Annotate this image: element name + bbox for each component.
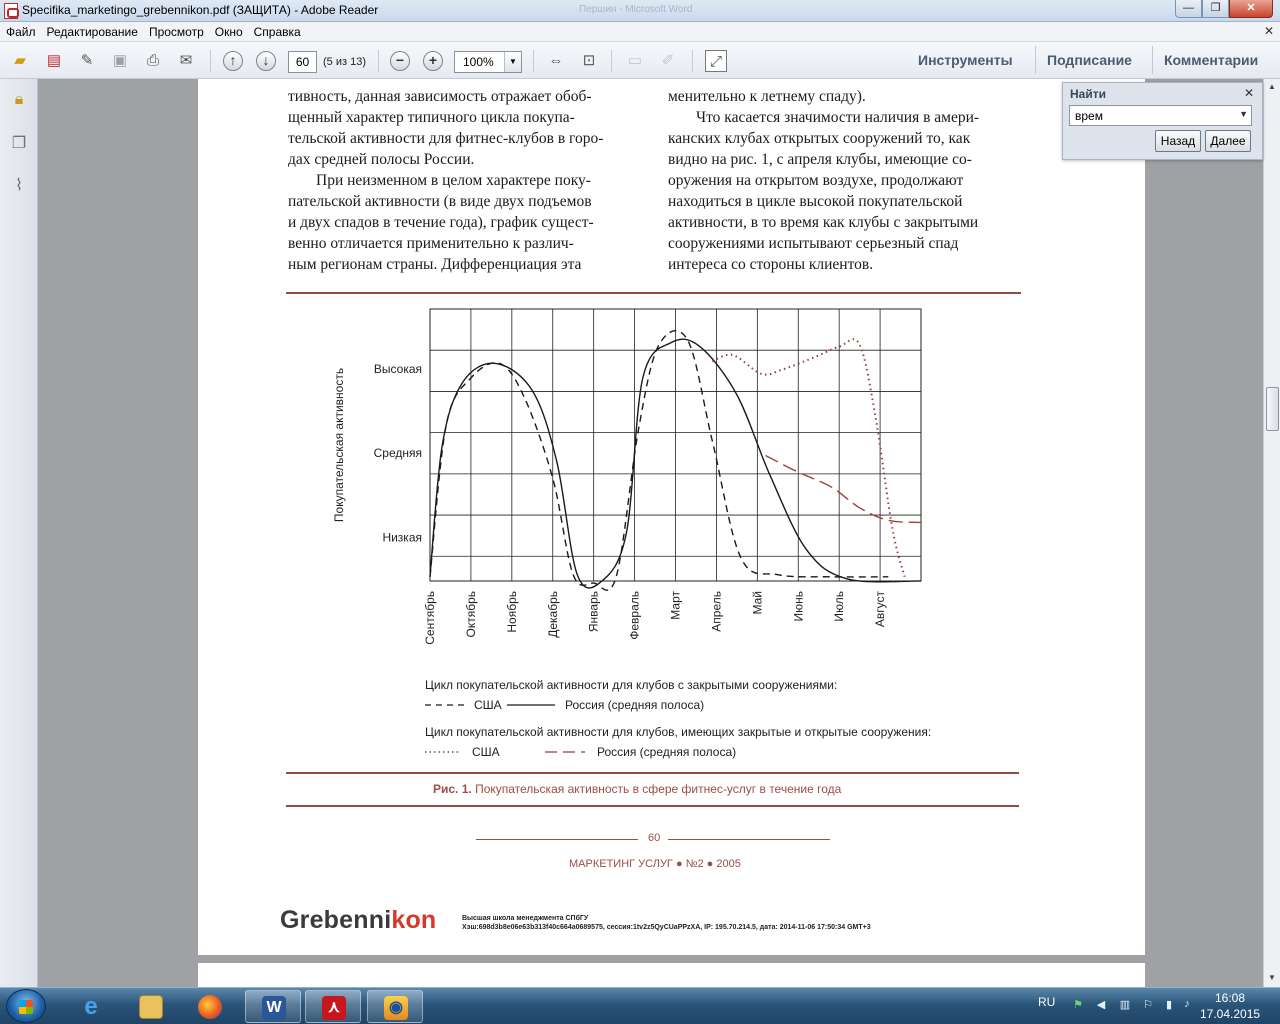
- fit-page-icon[interactable]: ⊡: [582, 52, 596, 69]
- taskbar: [0, 987, 1280, 1024]
- panel-separator: [1035, 46, 1036, 74]
- full-screen-icon[interactable]: ⤢: [705, 50, 727, 72]
- menu-edit[interactable]: Редактирование: [46, 25, 138, 39]
- volume-icon[interactable]: ◀: [1096, 999, 1106, 1011]
- chart-series-line-russia-open: [766, 456, 922, 523]
- legend-group1-title: Цикл покупательской активности для клубов с закрытыми сооружениями:: [425, 678, 838, 692]
- keyboard-language[interactable]: RU: [1038, 995, 1056, 1009]
- close-button[interactable]: ✕: [1229, 0, 1273, 18]
- window-title: Specifika_marketingo_grebennikon.pdf (ЗАЩИТА) - Adobe Reader: [22, 3, 379, 17]
- chart-x-tick-label: Сентябрь: [423, 591, 437, 645]
- toolbar-separator: [692, 50, 693, 72]
- page-count-label: (5 из 13): [323, 56, 366, 68]
- text-line: менительно к летнему спаду).: [668, 88, 866, 105]
- scroll-up-icon[interactable]: ▲: [1268, 82, 1276, 91]
- scroll-down-icon[interactable]: ▼: [1268, 973, 1276, 982]
- clock-date: 17.04.2015: [1200, 1007, 1261, 1021]
- find-back-button[interactable]: Назад: [1155, 130, 1201, 152]
- text-line: видно на рис. 1, с апреля клубы, имеющие со-: [668, 151, 972, 168]
- find-panel: [1062, 82, 1263, 160]
- chart-x-tick-label: Март: [668, 591, 683, 620]
- taskbar-image-viewer[interactable]: [367, 990, 423, 1023]
- highlight-icon[interactable]: ✐: [661, 52, 675, 69]
- text-line: тивность, данная зависимость отражает обоб-: [288, 88, 592, 105]
- fit-width-icon[interactable]: ⇔: [548, 52, 564, 69]
- toolbar-separator: [210, 50, 211, 72]
- menu-file[interactable]: Файл: [6, 25, 36, 39]
- window-title-bar: [0, 0, 1280, 22]
- logo-text-dark: Grebenni: [280, 906, 392, 934]
- email-icon[interactable]: ✉: [179, 52, 193, 69]
- scrollbar-thumb[interactable]: [1266, 387, 1279, 431]
- page-number-label: 60: [648, 832, 661, 844]
- menu-view[interactable]: Просмотр: [148, 25, 204, 39]
- chart-x-tick-label: Февраль: [627, 591, 642, 640]
- zoom-out-button[interactable]: −: [390, 51, 410, 71]
- legend-group2-russia: Россия (средняя полоса): [597, 745, 737, 759]
- close-find-icon[interactable]: ✕: [1243, 86, 1254, 100]
- text-line: канских клубах открытых сооружений то, как: [668, 130, 971, 147]
- text-line: активности, в то время как клубы с закрытыми: [668, 214, 979, 231]
- pdf-page: [198, 79, 1145, 955]
- legend-group1-russia: Россия (средняя полоса): [565, 698, 705, 712]
- word-icon: W: [262, 996, 286, 1020]
- text-line: дах средней полосы России.: [288, 151, 475, 168]
- text-line: и двух спадов в течение года), график сущест-: [288, 214, 594, 231]
- caption-prefix: Рис. 1.: [433, 782, 472, 796]
- pdf-next-page: [198, 963, 1145, 987]
- chart-x-tick-label: Декабрь: [545, 591, 560, 638]
- right-text-column: [668, 86, 1018, 275]
- folder-icon: [139, 995, 163, 1019]
- text-line: пательской активности (в виде двух подъемов: [288, 193, 592, 210]
- menu-bar: [0, 22, 1280, 42]
- taskbar-firefox[interactable]: [182, 990, 238, 1023]
- previous-page-button[interactable]: ↑: [223, 51, 243, 71]
- security-tray-icon[interactable]: ⚑: [1073, 999, 1083, 1011]
- lock-icon[interactable]: 🔒︎: [14, 91, 24, 108]
- activity-chart: [318, 299, 938, 679]
- chart-x-tick-label: Октябрь: [463, 591, 478, 638]
- comment-icon[interactable]: ▭: [627, 52, 643, 69]
- left-text-column: [288, 86, 638, 275]
- minimize-button[interactable]: —: [1175, 0, 1202, 18]
- caption-top-rule: [286, 772, 1019, 774]
- action-center-icon[interactable]: ⚐: [1143, 999, 1153, 1011]
- watermark-line-1: Высшая школа менеджмента СПбГУ: [462, 915, 589, 922]
- logo-text-red: kon: [391, 906, 437, 934]
- text-line: щенный характер типичного цикла покупа-: [288, 109, 575, 126]
- caption-bottom-rule: [286, 805, 1019, 807]
- find-next-button[interactable]: Далее: [1205, 130, 1251, 152]
- figure-caption: [433, 782, 841, 796]
- chart-x-tick-label: Апрель: [709, 591, 724, 632]
- next-page-button[interactable]: ↓: [256, 51, 276, 71]
- create-pdf-icon[interactable]: ▤: [46, 52, 62, 69]
- text-line: интереса со стороны клиентов.: [668, 256, 874, 273]
- toolbar-separator: [611, 50, 612, 72]
- print-icon[interactable]: ⎙: [146, 52, 159, 69]
- chart-x-tick-label: Май: [750, 591, 765, 615]
- find-query: врем: [1075, 109, 1103, 123]
- chart-x-tick-label: Январь: [586, 591, 601, 633]
- text-line: ным регионам страны. Дифференциация эта: [288, 256, 582, 273]
- text-line: сооружениями испытывают серьезный спад: [668, 235, 959, 252]
- start-button[interactable]: [6, 989, 46, 1023]
- text-line: При неизменном в целом характере поку-: [316, 172, 591, 189]
- signal-icon[interactable]: ▮: [1165, 999, 1173, 1011]
- attachment-icon[interactable]: ⌇: [15, 177, 23, 194]
- chart-x-tick-label: Июнь: [791, 591, 806, 622]
- text-line: тельской активности для фитнес-клубов в горо-: [288, 130, 604, 147]
- find-panel-title: Найти: [1070, 87, 1106, 101]
- chart-x-tick-label: Июль: [832, 591, 847, 622]
- menu-help[interactable]: Справка: [253, 25, 301, 39]
- image-viewer-icon: ◉: [384, 996, 408, 1020]
- taskbar-word[interactable]: [245, 990, 301, 1023]
- vertical-scrollbar[interactable]: [1263, 79, 1280, 987]
- chevron-down-icon[interactable]: ▼: [1239, 109, 1248, 119]
- pdf-app-icon: [4, 3, 18, 19]
- toolbar-separator: [533, 50, 534, 72]
- figure-top-rule: [286, 292, 1021, 294]
- zoom-value: 100%: [463, 55, 494, 69]
- background-window-title: Першин - Microsoft Word: [579, 4, 693, 15]
- menu-window[interactable]: Окно: [214, 25, 243, 39]
- maximize-button[interactable]: ❐: [1202, 0, 1229, 18]
- taskbar-file-explorer[interactable]: [123, 990, 179, 1023]
- open-folder-icon[interactable]: ▰: [14, 52, 26, 69]
- adobe-reader-icon: ⋏: [322, 996, 346, 1020]
- chart-y-tick-label: Высокая: [373, 361, 422, 376]
- windows-logo-icon: [19, 1000, 33, 1014]
- clock[interactable]: [1200, 990, 1260, 1022]
- document-view[interactable]: [38, 79, 1263, 987]
- text-line: находиться в цикле высокой покупательской: [668, 193, 963, 210]
- bullet-icon: ●: [706, 858, 714, 870]
- taskbar-internet-explorer[interactable]: [63, 990, 119, 1023]
- chevron-down-icon[interactable]: ▼: [504, 52, 521, 72]
- clock-time: 16:08: [1214, 991, 1246, 1005]
- network-icon[interactable]: ▥: [1119, 999, 1131, 1011]
- footer-rule-left: [476, 839, 638, 840]
- sign-panel-button[interactable]: Подписание: [1047, 52, 1132, 68]
- edit-icon[interactable]: ✎: [80, 52, 94, 69]
- speaker-icon[interactable]: ♪: [1184, 998, 1190, 1010]
- text-line: венно отличается применительно к различ-: [288, 235, 574, 252]
- chart-x-tick-label: Август: [873, 591, 888, 628]
- chart-y-tick-label: Средняя: [373, 446, 422, 461]
- text-line: Что касается значимости наличия в амери-: [696, 109, 980, 126]
- chart-y-axis-label: Покупательская активность: [332, 367, 346, 523]
- legend-group1-usa: США: [474, 698, 502, 712]
- caption-text: Покупательская активность в сфере фитнес-услуг в течение года: [475, 782, 842, 796]
- pages-icon[interactable]: ❐: [11, 135, 27, 152]
- firefox-icon: [198, 995, 222, 1019]
- journal-name: МАРКЕТИНГ УСЛУГ: [569, 858, 673, 870]
- publisher-logo: [280, 906, 436, 935]
- save-icon[interactable]: ▣: [112, 52, 128, 69]
- left-navigation-pane: [0, 79, 38, 987]
- internet-explorer-icon: e: [84, 993, 98, 1020]
- chart-series-line-usa-closed: [430, 331, 888, 591]
- page-number-input[interactable]: 60: [288, 51, 317, 73]
- find-input[interactable]: [1069, 105, 1252, 126]
- chart-y-tick-label: Низкая: [382, 530, 422, 545]
- legend-group2-usa: США: [472, 745, 500, 759]
- chart-series-line-usa-open: [712, 339, 904, 577]
- legend-group2-title: Цикл покупательской активности для клубов, имеющих закрытые и открытые сооружения:: [425, 725, 932, 739]
- bullet-icon: ●: [675, 858, 683, 870]
- watermark-line-2: Хэш:698d3b8e06e63b313f40c664a0689575, сессия:1tv2z5QyCUaPPzXA, IP: 195.70.214.5, дата: 2014-11-06 17:50:34 GMT+3: [462, 924, 871, 931]
- journal-year: 2005: [716, 858, 741, 870]
- panel-separator: [1152, 46, 1153, 74]
- toolbar: [0, 42, 1280, 79]
- text-line: оружения на открытом воздухе, продолжают: [668, 172, 964, 189]
- taskbar-adobe-reader[interactable]: [305, 990, 361, 1023]
- close-document-icon[interactable]: ✕: [1263, 24, 1274, 38]
- toolbar-separator: [378, 50, 379, 72]
- footer-rule-right: [668, 839, 830, 840]
- comments-panel-button[interactable]: Комментарии: [1164, 52, 1259, 68]
- zoom-in-button[interactable]: +: [423, 51, 443, 71]
- tools-panel-button[interactable]: Инструменты: [918, 52, 1013, 68]
- zoom-select[interactable]: [454, 51, 522, 73]
- journal-footer: [569, 858, 741, 870]
- chart-x-tick-label: Ноябрь: [504, 591, 519, 633]
- journal-issue: №2: [685, 858, 704, 870]
